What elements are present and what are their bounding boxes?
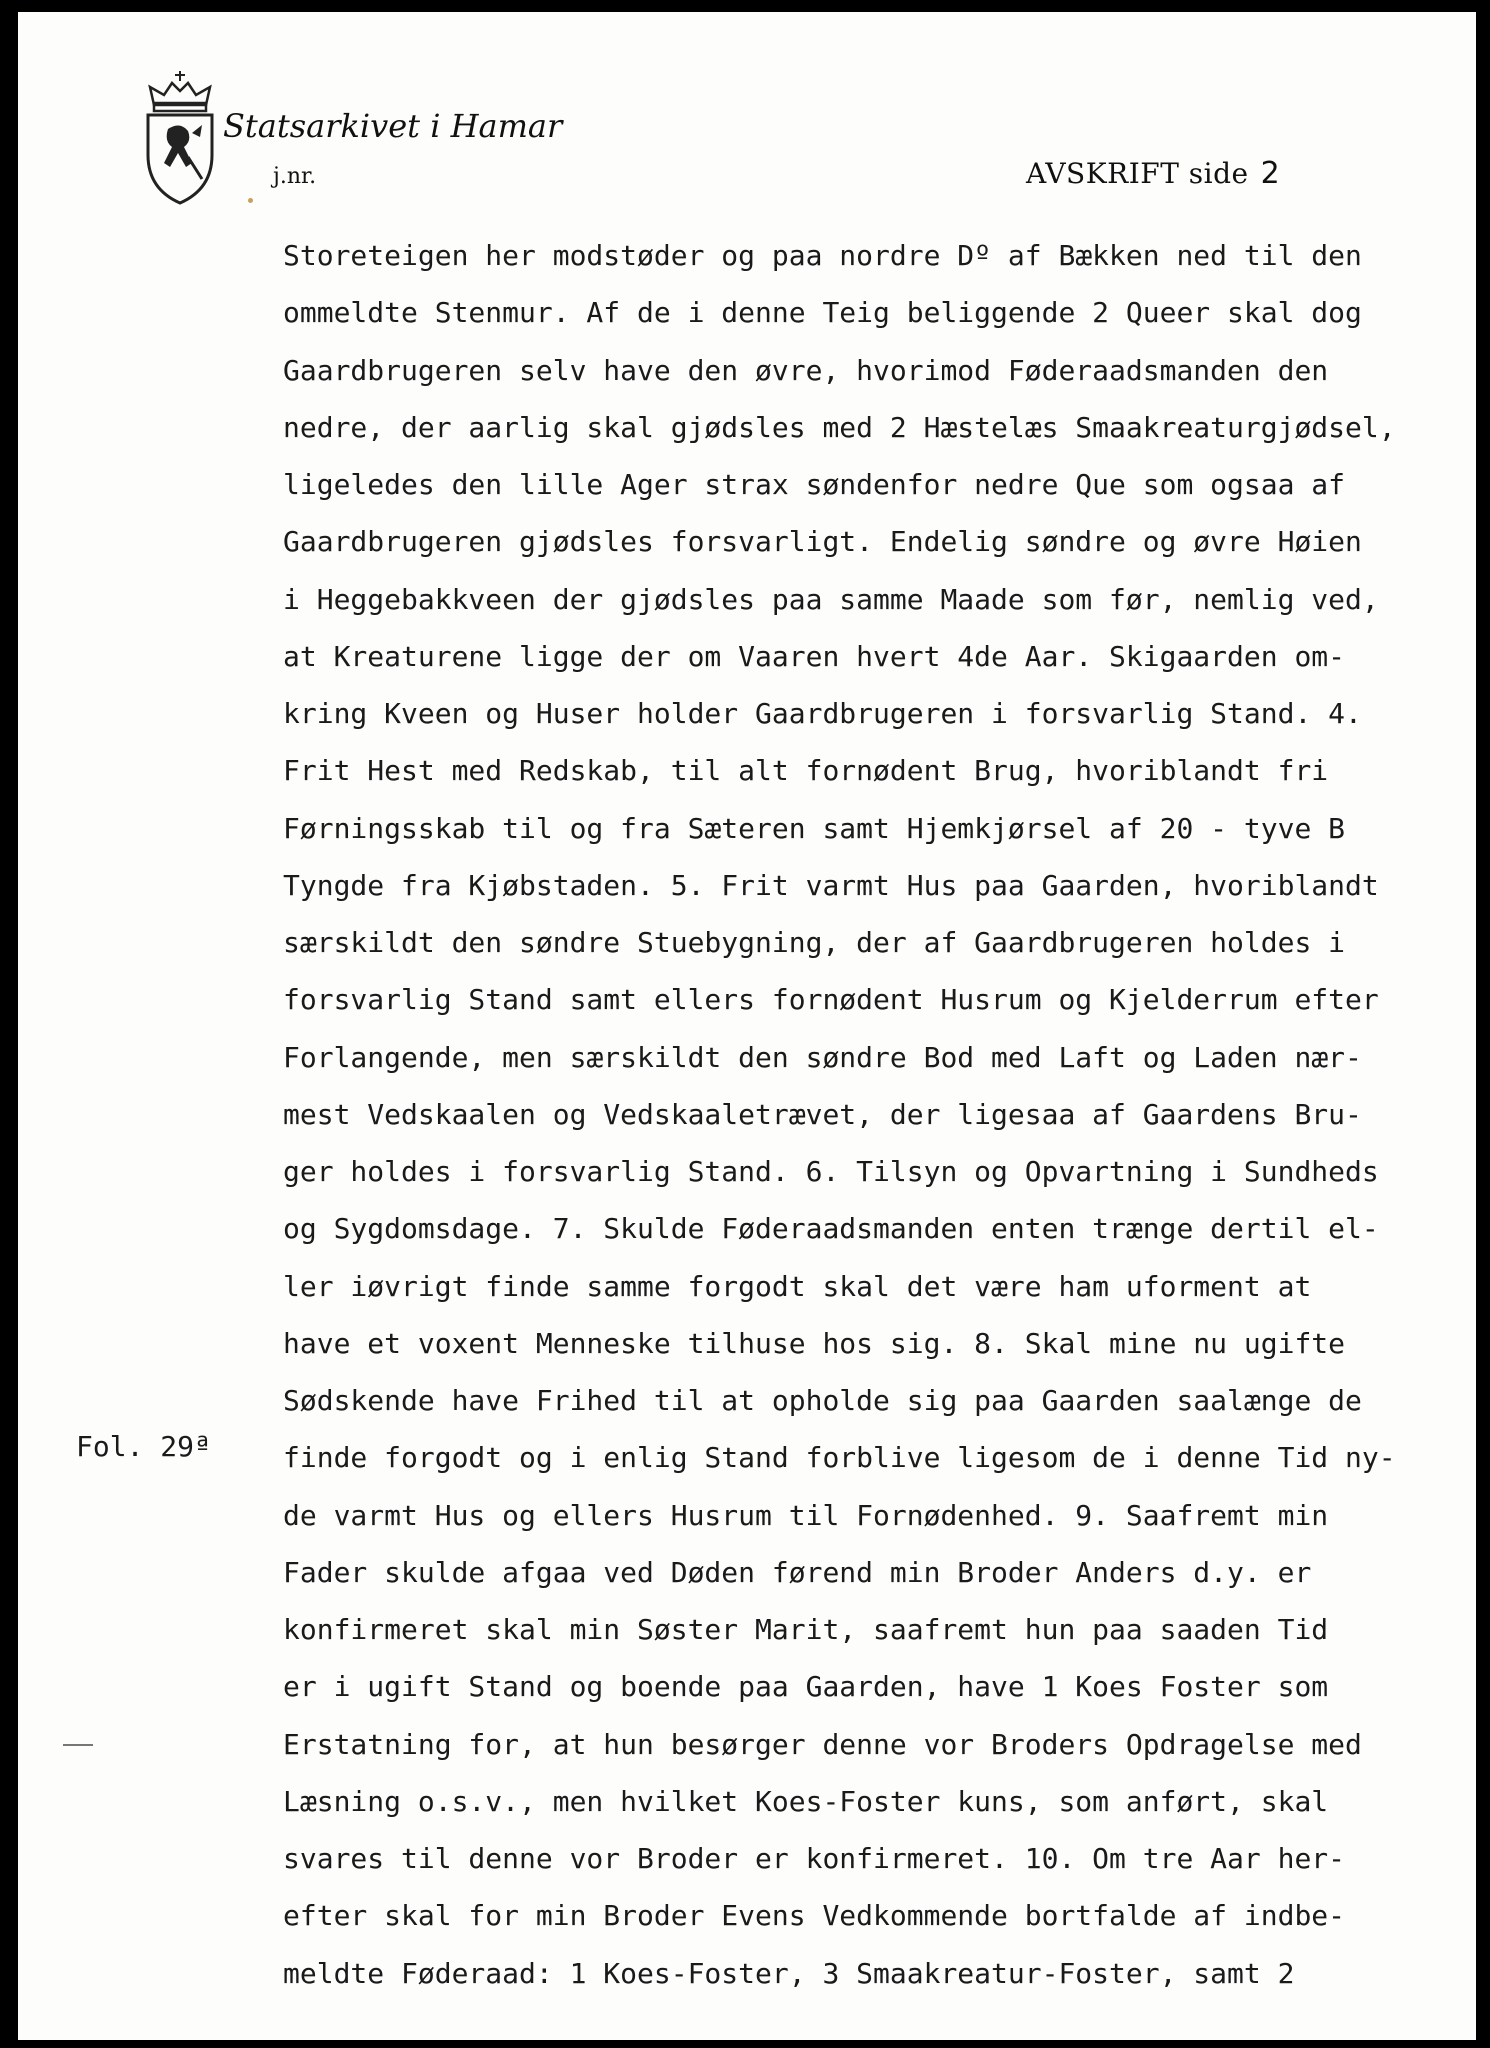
text-line: ler iøvrigt finde samme forgodt skal det være ham uforment at [283,1269,1312,1303]
text-line: i Heggebakkveen der gjødsles paa samme Maade som før, nemlig ved, [283,582,1379,616]
page-number: 2 [1260,156,1281,191]
text-line: Erstatning for, at hun besørger denne vor Broders Opdragelse med [283,1727,1362,1761]
coat-of-arms-icon [140,67,220,207]
folio-note: Fol. 29ª [76,1430,211,1463]
text-line: ligeledes den lille Ager strax søndenfor nedre Que som ogsaa af [283,468,1346,501]
text-line: nedre, der aarlig skal gjødsles med 2 Hæstelæs Smaakreaturgjødsel, [283,410,1396,444]
ink-dot [248,198,253,203]
text-line: have et voxent Menneske tilhuse hos sig. 8. Skal mine nu ugifte [283,1326,1346,1360]
text-line: Gaardbrugeren selv have den øvre, hvorimod Føderaadsmanden den [283,353,1329,387]
text-line: særskildt den søndre Stuebygning, der af Gaardbrugeren holdes i [283,926,1346,959]
archive-name: Statsarkivet i Hamar [223,107,563,145]
text-line: Storeteigen her modstøder og paa nordre Dº af Bækken ned til den [283,239,1362,272]
text-line: mest Vedskaalen og Vedskaaletrævet, der ligesaa af Gaardens Bru- [283,1097,1362,1131]
margin-mark [63,1744,93,1746]
text-line: Gaardbrugeren gjødsles forsvarligt. Endelig søndre og øvre Høien [283,525,1362,559]
text-line: og Sygdomsdage. 7. Skulde Føderaadsmanden enten trænge dertil el- [283,1212,1379,1246]
text-line: konfirmeret skal min Søster Marit, saafremt hun paa saaden Tid [283,1613,1329,1646]
text-line: Forlangende, men særskildt den søndre Bod med Laft og Laden nær- [283,1040,1362,1074]
text-line: ommeldte Stenmur. Af de i denne Teig beliggende 2 Queer skal dog [283,296,1362,330]
text-line: de varmt Hus og ellers Husrum til Fornødenhed. 9. Saafremt min [283,1498,1329,1532]
transcript-header [1026,156,1280,191]
journal-number-label: j.nr. [273,164,317,189]
text-line: at Kreaturene ligge der om Vaaren hvert 4de Aar. Skigaarden om- [283,639,1346,673]
text-line: efter skal for min Broder Evens Vedkommende bortfalde af indbe- [283,1899,1346,1933]
text-line: svares til denne vor Broder er konfirmeret. 10. Om tre Aar her- [283,1842,1346,1875]
text-line: kring Kveen og Huser holder Gaardbrugeren i forsvarlig Stand. 4. [283,697,1362,730]
text-line: meldte Føderaad: 1 Koes-Foster, 3 Smaakreatur-Foster, samt 2 [283,1956,1295,1990]
text-line: forsvarlig Stand samt ellers fornødent Husrum og Kjelderrum efter [283,983,1379,1017]
text-line: finde forgodt og i enlig Stand forblive ligesom de i denne Tid ny- [283,1441,1396,1475]
text-line: Læsning o.s.v., men hvilket Koes-Foster kuns, som anført, skal [283,1784,1329,1818]
text-line: Førningsskab til og fra Sæteren samt Hjemkjørsel af 20 - tyve B [283,811,1346,845]
text-line: Tyngde fra Kjøbstaden. 5. Frit varmt Hus paa Gaarden, hvoriblandt [283,868,1379,902]
text-line: Sødskende have Frihed til at opholde sig paa Gaarden saalænge de [283,1384,1362,1417]
text-line: er i ugift Stand og boende paa Gaarden, have 1 Koes Foster som [283,1670,1329,1704]
transcript-label: AVSKRIFT side [1026,157,1249,190]
text-line: Fader skulde afgaa ved Døden førend min Broder Anders d.y. er [283,1555,1312,1589]
text-line: ger holdes i forsvarlig Stand. 6. Tilsyn og Opvartning i Sundheds [283,1155,1379,1188]
document-page [18,12,1476,2040]
document-body [283,227,1453,2002]
text-line: Frit Hest med Redskab, til alt fornødent Brug, hvoriblandt fri [283,754,1329,788]
